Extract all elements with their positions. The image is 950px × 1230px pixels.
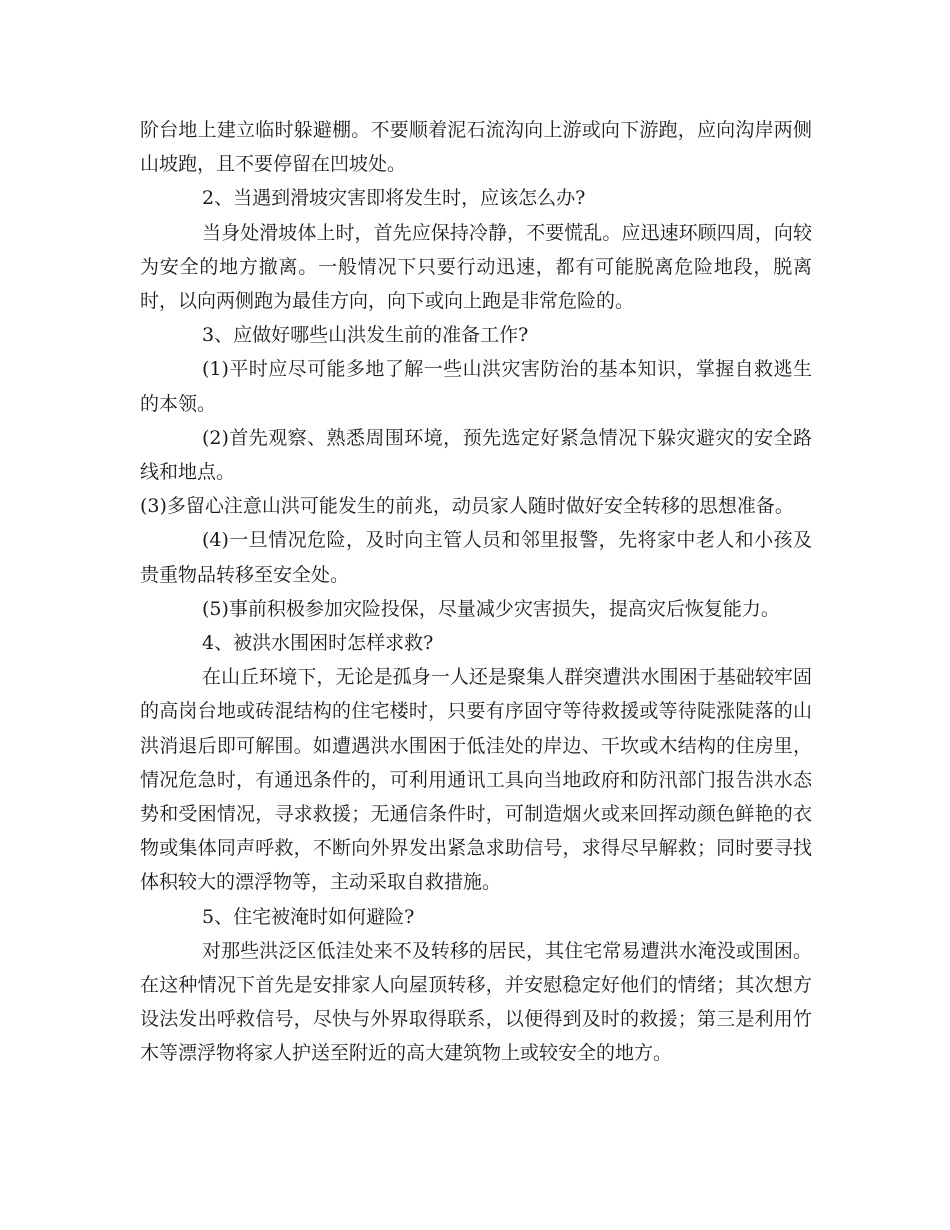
heading-flood-preparation: 3、应做好哪些山洪发生前的准备工作? [202,324,529,347]
list-item-preparation-3: (3)多留心注意山洪可能发生的前兆，动员家人随时做好安全转移的思想准备。 [140,495,794,518]
list-item-preparation-5: (5)事前积极参加灾险投保，尽量减少灾害损失，提高灾后恢复能力。 [202,597,780,620]
paragraph-landslide-answer: 当身处滑坡体上时，首先应保持冷静，不要慌乱。应迅速环顾四周，向较为安全的地方撤离。一般情况下只要行动迅速，都有可能脱离危险地段，脱离时，以向两侧跑为最佳方向，向下或向上跑是非常危险的。 [140,221,812,313]
paragraph-house-flooded-answer: 对那些洪泛区低洼处来不及转移的居民，其住宅常易遭洪水淹没或围困。在这种情况下首先是安排家人向屋顶转移，并安慰稳定好他们的情绪；其次想方设法发出呼救信号，尽快与外界取得联系，以便得到及时的救援；第三是利用竹木等漂浮物将家人护送至附近的高大建筑物上或较安全的地方。 [140,939,812,1065]
paragraph-flood-rescue-answer: 在山丘环境下，无论是孤身一人还是聚集人群突遭洪水围困于基础较牢固的高岗台地或砖混结构的住宅楼时，只要有序固守等待救援或等待陡涨陡落的山洪消退后即可解围。如遭遇洪水围困于低洼处的岸边、干坎或木结构的住房里，情况危急时，有通迅条件的，可利用通讯工具向当地政府和防汛部门报告洪水态势和受困情况，寻求救援；无通信条件时，可制造烟火或来回挥动颜色鲜艳的衣物或集体同声呼救，不断向外界发出紧急求助信号，求得尽早解救；同时要寻找体积较大的漂浮物等，主动采取自救措施。 [140,666,812,894]
list-item-preparation-1: (1)平时应尽可能多地了解一些山洪灾害防治的基本知识，掌握自救逃生的本领。 [140,358,812,415]
document-body [140,113,812,1071]
paragraph-debris-flow-continuation: 阶台地上建立临时躲避棚。不要顺着泥石流沟向上游或向下游跑，应向沟岸两侧山坡跑，且不要停留在凹坡处。 [140,119,812,176]
list-item-preparation-4: (4)一旦情况危险，及时向主管人员和邻里报警，先将家中老人和小孩及贵重物品转移至安全处。 [140,529,812,586]
heading-flood-rescue: 4、被洪水围困时怎样求救? [202,632,434,655]
heading-landslide-question: 2、当遇到滑坡灾害即将发生时，应该怎么办? [202,187,586,210]
heading-house-flooded: 5、住宅被淹时如何避险? [202,905,415,928]
list-item-preparation-2: (2)首先观察、熟悉周围环境，预先选定好紧急情况下躲灾避灾的安全路线和地点。 [140,426,812,484]
